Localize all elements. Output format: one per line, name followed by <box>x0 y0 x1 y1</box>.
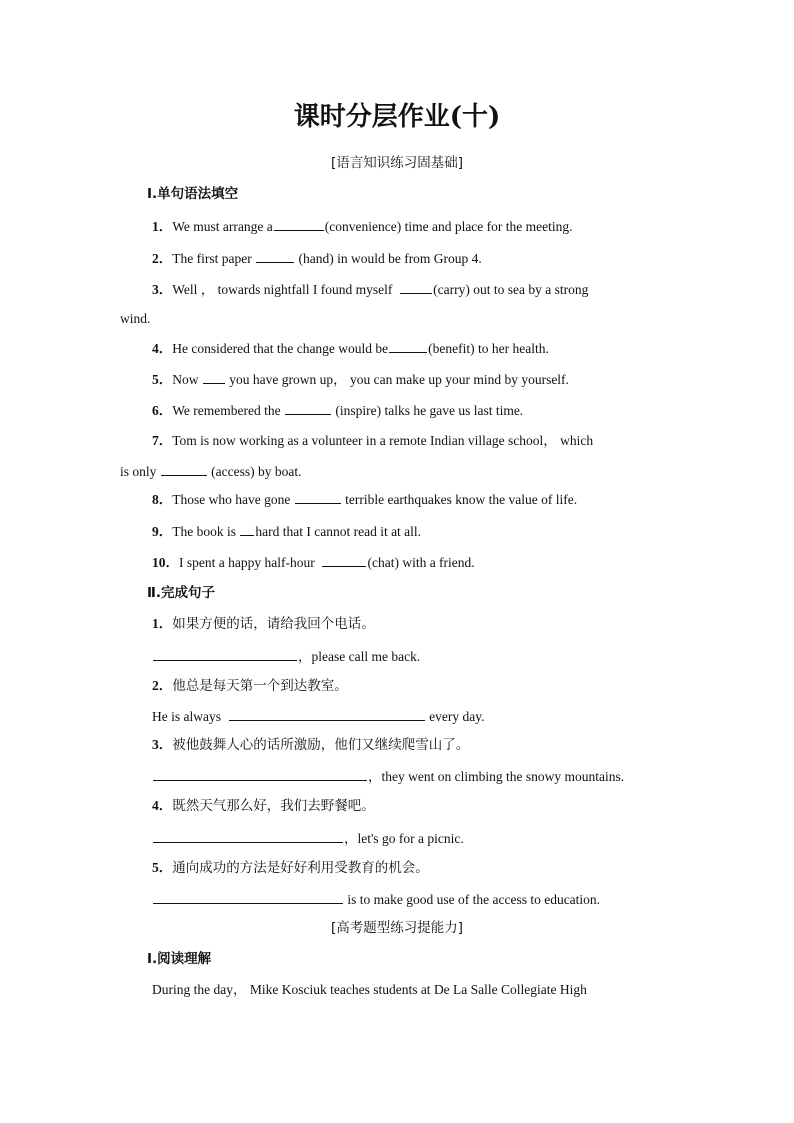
answer-blank[interactable] <box>203 370 225 384</box>
grammar-item-4: 4．He considered that the change would be (benefit) to her health. <box>152 341 549 356</box>
translation-item-4-answer: ，let's go for a picnic. <box>152 829 464 848</box>
grammar-item-8: 8．Those who have gone terrible earthquakes know the value of life. <box>152 492 578 507</box>
translation-item-5-answer: is to make good use of the access to education. <box>152 890 600 909</box>
answer-blank[interactable] <box>322 553 366 567</box>
grammar-item-7: 7．Tom is now working as a volunteer in a remote Indian village school， which <box>152 433 594 448</box>
grammar-item-1: 1．We must arrange a (convenience) time and place for the meeting. <box>152 219 573 234</box>
answer-blank[interactable] <box>153 647 297 661</box>
translation-item-5-prompt: 5．通向成功的方法是好好利用受教育的机会。 <box>152 860 429 876</box>
grammar-item-3: 3．Well ， towards nightfall I found myself (carry) out to sea by a strong <box>152 282 589 297</box>
grammar-item-10: 10．I spent a happy half-hour (chat) with a friend. <box>152 555 475 570</box>
answer-blank[interactable] <box>153 829 343 843</box>
translation-item-3-prompt: 3．被他鼓舞人心的话所激励，他们又继续爬雪山了。 <box>152 737 470 753</box>
translation-item-2-answer: He is always every day. <box>152 709 485 724</box>
grammar-item-5: 5．Now you have grown up， you can make up your mind by yourself. <box>152 372 569 387</box>
answer-blank[interactable] <box>153 890 343 904</box>
grammar-item-9: 9．The book is hard that I cannot read it at all. <box>152 524 422 539</box>
grammar-item-2: 2．The first paper (hand) in would be from Group 4. <box>152 251 482 266</box>
answer-blank[interactable] <box>295 490 341 504</box>
answer-blank[interactable] <box>274 217 324 231</box>
answer-blank[interactable] <box>161 462 207 476</box>
answer-blank[interactable] <box>229 707 425 721</box>
answer-blank[interactable] <box>400 280 432 294</box>
answer-blank[interactable] <box>240 522 254 536</box>
answer-blank[interactable] <box>389 339 427 353</box>
page-title: 课时分层作业(十) <box>293 102 501 132</box>
translation-item-2-prompt: 2．他总是每天第一个到达教室。 <box>152 678 348 694</box>
grammar-item-3-continued: wind. <box>120 311 151 326</box>
translation-item-1-answer: ，please call me back. <box>152 647 420 666</box>
translation-item-4-prompt: 4．既然天气那么好，我们去野餐吧。 <box>152 798 375 814</box>
translation-item-1-prompt: 1．如果方便的话，请给我回个电话。 <box>152 616 375 632</box>
grammar-item-6: 6．We remembered the (inspire) talks he gave us last time. <box>152 403 524 418</box>
answer-blank[interactable] <box>285 401 331 415</box>
section-heading-basics: [语言知识练习固基础] <box>330 155 464 171</box>
part1-heading: Ⅰ.单句语法填空 <box>147 186 239 202</box>
answer-blank[interactable] <box>256 249 294 263</box>
reading-passage-line: During the day， Mike Kosciuk teaches students at De La Salle Collegiate High <box>152 982 587 997</box>
section-heading-exam: [高考题型练习提能力] <box>330 920 464 936</box>
translation-item-3-answer: ，they went on climbing the snowy mountains. <box>152 767 624 786</box>
grammar-item-7-continued: is only (access) by boat. <box>120 464 302 479</box>
part2-heading: Ⅱ.完成句子 <box>147 585 216 601</box>
answer-blank[interactable] <box>153 767 367 781</box>
part3-heading: Ⅰ.阅读理解 <box>147 951 212 967</box>
